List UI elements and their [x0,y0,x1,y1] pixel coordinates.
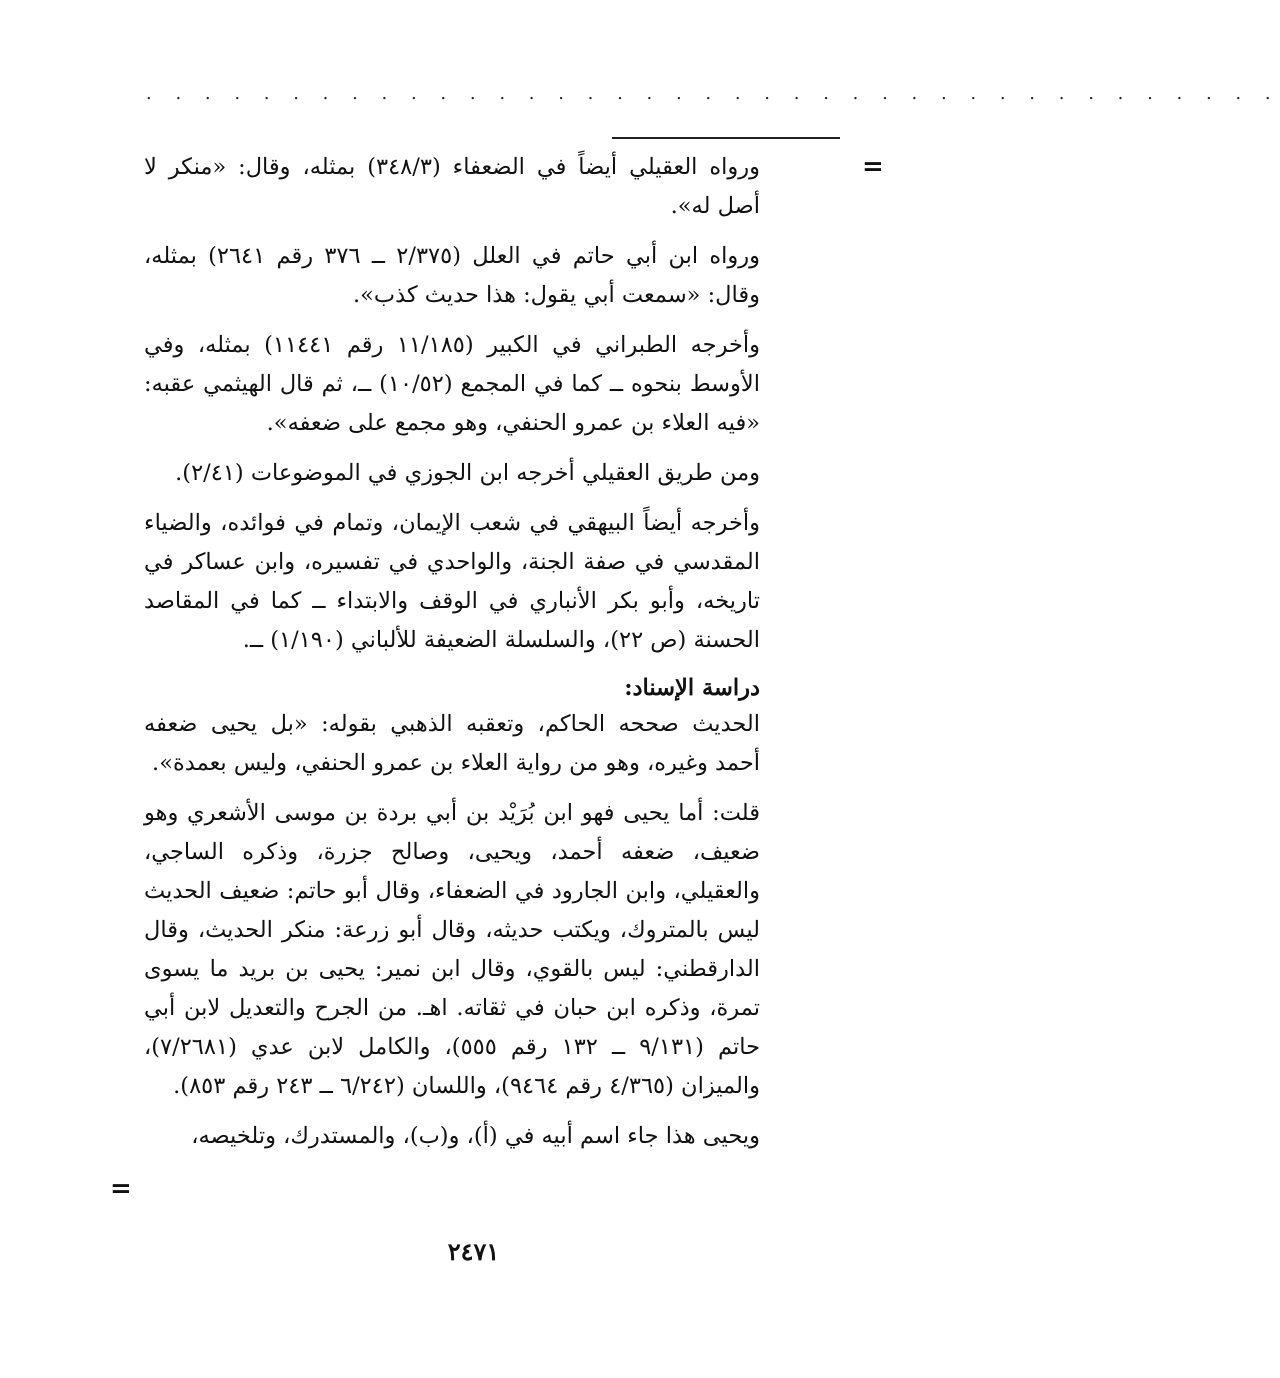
footnote-rule [612,137,840,139]
paragraph-bayhaqi: وأخرجه أيضاً البيهقي في شعب الإيمان، وتمام في فوائده، والضياء المقدسي في صفة الجنة، والواحدي في تفسيره، وابن عساكر في تاريخه، وأبو بكر الأنباري في الوقف والابتداء ــ كما في المقاصد الحسنة (ص ٢٢)، والسلسلة الضعيفة للألباني (١/١٩٠) ــ. [144,510,760,653]
paragraph-ibn-abi-hatim: ورواه ابن أبي حاتم في العلل (٢/٣٧٥ ــ ٣٧٦ رقم ٢٦٤١) بمثله، وقال: «سمعت أبي يقول: هذا حديث كذب». [144,243,760,308]
paragraph-ibn-al-jawzi: ومن طريق العقيلي أخرجه ابن الجوزي في الموضوعات (٢/٤١). [175,460,760,486]
paragraph-hakim: الحديث صححه الحاكم، وتعقبه الذهبي بقوله: «بل يحيى ضعفه أحمد وغيره، وهو من رواية العلاء بن عمرو الحنفي، وليس بعمدة». [144,711,760,776]
top-dotted-separator: . . . . . . . . . . . . . . . . . . . . . . . . . . . . . . . . . . . . . . . [146,83,1280,104]
continuation-mark-bottom: = [110,1174,132,1204]
paragraph-yahya-father: ويحيى هذا جاء اسم أبيه في (أ)، و(ب)، والمستدرك، وتلخيصه، [191,1123,760,1149]
paragraph-aqili: ورواه العقيلي أيضاً في الضعفاء (٣٤٨/٣) بمثله، وقال: «منكر لا أصل له». [144,154,760,219]
section-heading: دراسة الإسناد: [624,675,760,701]
paragraph-yahya: قلت: أما يحيى فهو ابن بُرَيْد بن أبي بردة بن موسى الأشعري وهو ضعيف، ضعفه أحمد، ويحيى، وصالح جزرة، وذكره الساجي، والعقيلي، وابن الجارود في الضعفاء، وقال أبو حاتم: ضعيف الحديث ليس بالمتروك، ويكتب حديثه، وقال أبو زرعة: منكر الحديث، وقال الدارقطني: ليس بالقوي، وقال ابن نمير: يحيى بن بريد ما يسوى تمرة، وذكره ابن حبان في ثقاته. اهـ. من الجرح والتعديل لابن أبي حاتم (٩/١٣١ ــ ١٣٢ رقم ٥٥٥)، والكامل لابن عدي (٧/٢٦٨١)، والميزان (٤/٣٦٥ رقم ٩٤٦٤)، واللسان (٦/٢٤٢ ــ ٢٤٣ رقم ٨٥٣). [144,800,760,1099]
paragraph-tabarani: وأخرجه الطبراني في الكبير (١١/١٨٥ رقم ١١٤٤١) بمثله، وفي الأوسط بنحوه ــ كما في المجمع (١٠/٥٢) ــ، ثم قال الهيثمي عقبه: «فيه العلاء بن عمرو الحنفي، وهو مجمع على ضعفه». [144,332,761,436]
page-body [144,148,760,1167]
page-number: ٢٤٧١ [447,1237,500,1266]
continuation-mark-top: = [862,152,884,182]
